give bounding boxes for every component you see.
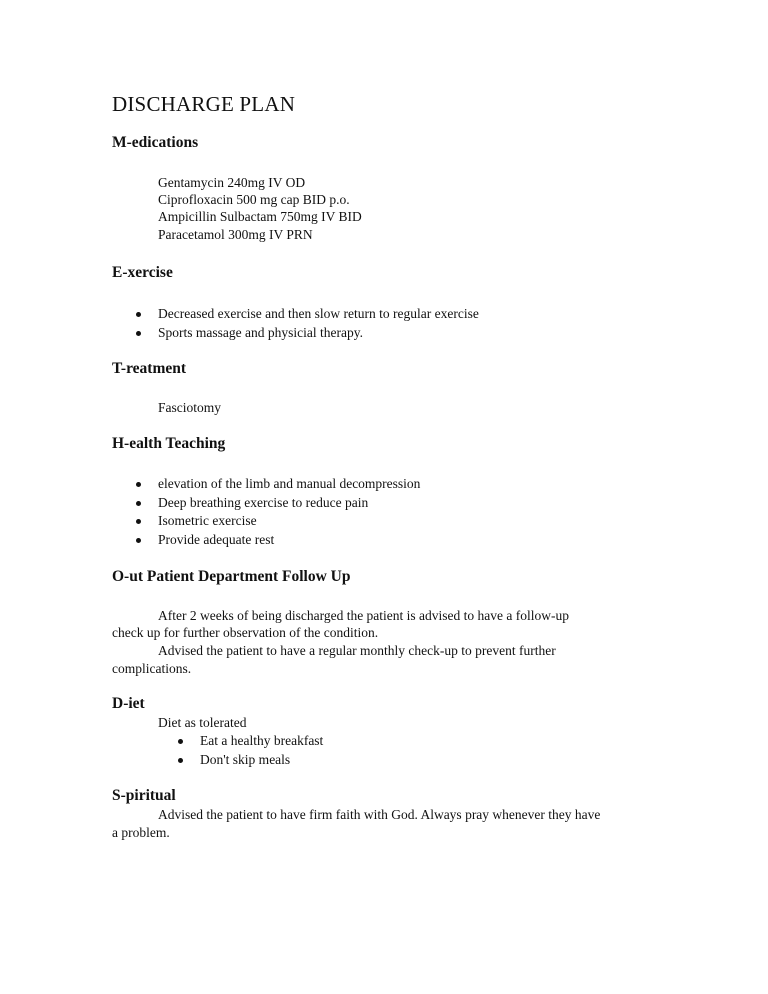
list-item: Isometric exercise: [158, 512, 420, 531]
list-item: elevation of the limb and manual decompression: [158, 475, 420, 494]
treatment-heading: T-reatment: [112, 360, 187, 377]
medications-heading: M-edications: [112, 134, 199, 151]
health-teaching-heading: H-ealth Teaching: [112, 435, 226, 452]
opd-paragraph-line: complications.: [112, 661, 192, 676]
list-item: Decreased exercise and then slow return to regular exercise: [158, 305, 479, 324]
bullet-icon: [136, 519, 141, 524]
list-item: Provide adequate rest: [158, 531, 420, 550]
page-title: DISCHARGE PLAN: [112, 92, 296, 116]
medication-item: Ciprofloxacin 500 mg cap BID p.o.: [158, 192, 350, 207]
bullet-icon: [136, 538, 141, 543]
list-item: Eat a healthy breakfast: [200, 732, 323, 751]
medication-item: Gentamycin 240mg IV OD: [158, 175, 306, 190]
bullet-icon: [136, 482, 141, 487]
bullet-icon: [178, 739, 183, 744]
spiritual-paragraph-line: Advised the patient to have firm faith with God. Always pray whenever they have: [158, 807, 601, 822]
medication-item: Paracetamol 300mg IV PRN: [158, 227, 313, 242]
treatment-text: Fasciotomy: [158, 400, 221, 415]
bullet-icon: [178, 758, 183, 763]
health-teaching-list: [158, 475, 420, 549]
diet-list: [200, 732, 323, 769]
opd-paragraph-line: After 2 weeks of being discharged the patient is advised to have a follow-up: [158, 608, 570, 623]
spiritual-heading: S-piritual: [112, 787, 176, 804]
exercise-list: [158, 305, 479, 342]
opd-paragraph-line: check up for further observation of the condition.: [112, 625, 379, 640]
opd-heading: O-ut Patient Department Follow Up: [112, 568, 351, 585]
diet-text: Diet as tolerated: [158, 715, 247, 730]
exercise-heading: E-xercise: [112, 264, 173, 281]
bullet-icon: [136, 501, 141, 506]
diet-heading: D-iet: [112, 695, 145, 712]
list-item: Sports massage and physicial therapy.: [158, 324, 479, 343]
opd-paragraph-line: Advised the patient to have a regular monthly check-up to prevent further: [158, 643, 556, 658]
bullet-icon: [136, 331, 141, 336]
list-item: Don't skip meals: [200, 751, 323, 770]
bullet-icon: [136, 312, 141, 317]
medication-item: Ampicillin Sulbactam 750mg IV BID: [158, 209, 362, 224]
spiritual-paragraph-line: a problem.: [112, 825, 170, 840]
list-item: Deep breathing exercise to reduce pain: [158, 494, 420, 513]
